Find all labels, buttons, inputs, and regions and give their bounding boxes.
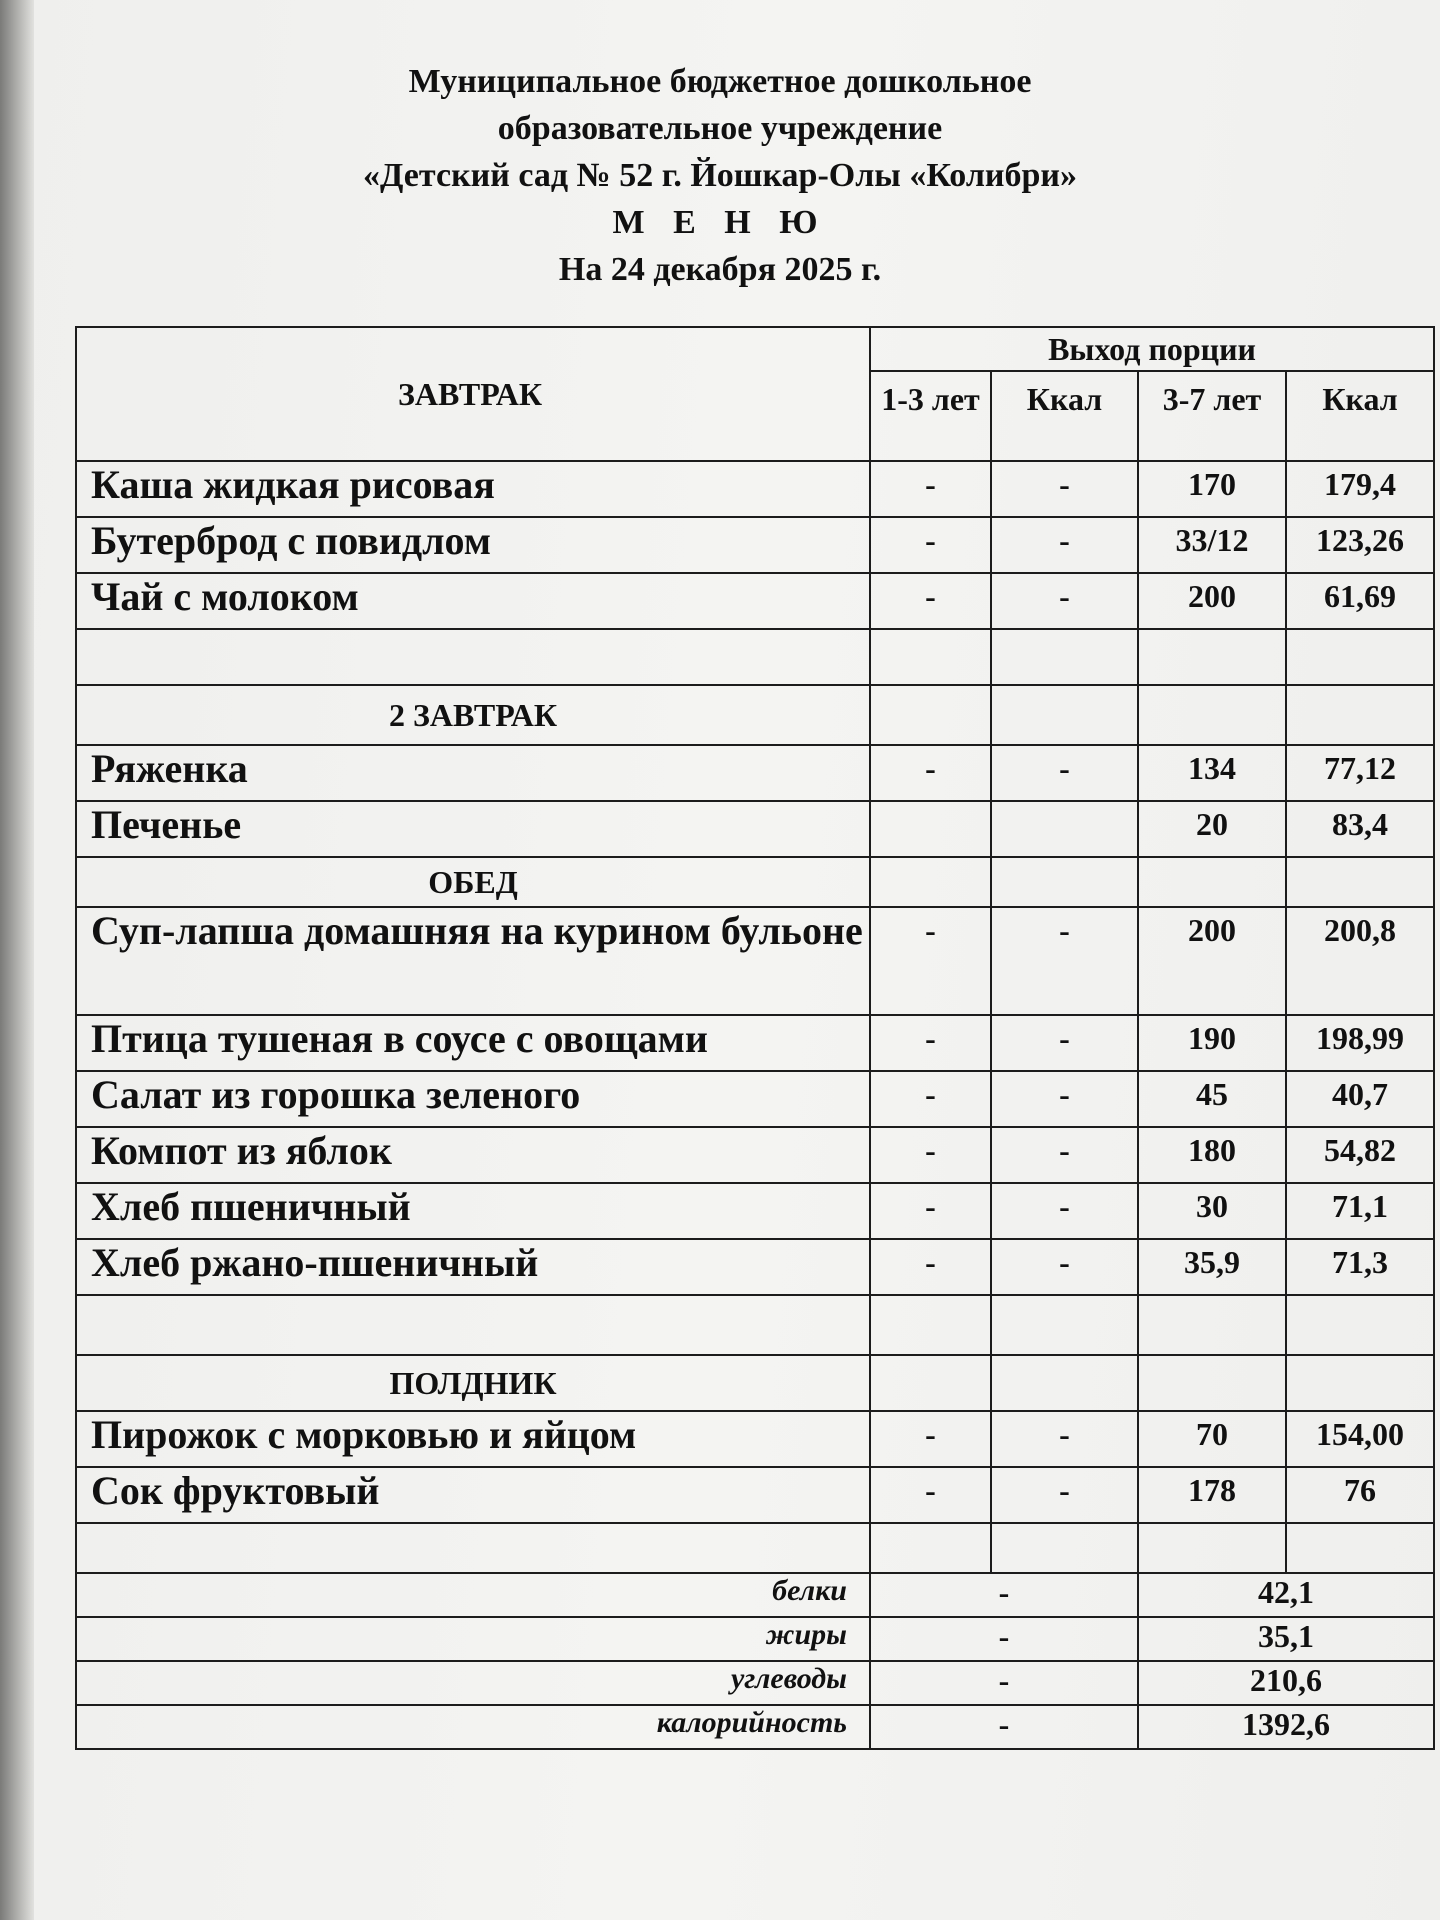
empty-cell — [1286, 1355, 1434, 1411]
empty-cell — [1138, 857, 1286, 907]
kcal-3-7: 77,12 — [1286, 745, 1434, 801]
table-row — [76, 801, 1434, 857]
kcal-3-7: 179,4 — [1286, 461, 1434, 517]
portion-3-7: 134 — [1138, 745, 1286, 801]
totals-label: калорийность — [76, 1705, 870, 1749]
empty-cell — [991, 1523, 1138, 1573]
kcal-3-7: 54,82 — [1286, 1127, 1434, 1183]
table-row — [76, 1239, 1434, 1295]
portion-3-7: 200 — [1138, 907, 1286, 1015]
col-kcal-1: Ккал — [991, 371, 1138, 461]
empty-cell — [1138, 629, 1286, 685]
col-kcal-2: Ккал — [1286, 371, 1434, 461]
totals-dash: - — [870, 1617, 1138, 1661]
menu-table — [75, 326, 1435, 1750]
empty-cell — [1286, 629, 1434, 685]
portion-1-3: - — [870, 907, 991, 1015]
portion-1-3: - — [870, 1015, 991, 1071]
empty-cell — [1138, 685, 1286, 745]
totals-row — [76, 1617, 1434, 1661]
empty-cell — [1286, 1523, 1434, 1573]
kcal-3-7: 154,00 — [1286, 1411, 1434, 1467]
portion-3-7: 190 — [1138, 1015, 1286, 1071]
empty-cell — [1286, 857, 1434, 907]
empty-cell — [76, 629, 870, 685]
empty-cell — [76, 1295, 870, 1355]
dish-name: Ряженка — [76, 745, 870, 801]
kcal-1-3: - — [991, 517, 1138, 573]
dish-name: Печенье — [76, 801, 870, 857]
portion-3-7: 33/12 — [1138, 517, 1286, 573]
totals-value: 210,6 — [1138, 1661, 1434, 1705]
empty-cell — [870, 1355, 991, 1411]
portion-1-3: - — [870, 1467, 991, 1523]
table-row — [76, 1015, 1434, 1071]
table-row — [76, 1071, 1434, 1127]
dish-name: Компот из яблок — [76, 1127, 870, 1183]
totals-row — [76, 1705, 1434, 1749]
section-second-breakfast-heading: 2 ЗАВТРАК — [76, 685, 870, 745]
totals-dash: - — [870, 1661, 1138, 1705]
totals-value: 35,1 — [1138, 1617, 1434, 1661]
dish-name: Птица тушеная в соусе с овощами — [76, 1015, 870, 1071]
empty-cell — [870, 1523, 991, 1573]
menu-date: На 24 декабря 2025 г. — [558, 251, 882, 288]
kcal-3-7: 61,69 — [1286, 573, 1434, 629]
kcal-3-7: 200,8 — [1286, 907, 1434, 1015]
portion-3-7: 70 — [1138, 1411, 1286, 1467]
table-row — [76, 1127, 1434, 1183]
portion-1-3: - — [870, 1127, 991, 1183]
kcal-1-3: - — [991, 573, 1138, 629]
empty-cell — [870, 685, 991, 745]
kcal-3-7: 198,99 — [1286, 1015, 1434, 1071]
totals-label: белки — [76, 1573, 870, 1617]
totals-dash: - — [870, 1573, 1138, 1617]
section-lunch-row — [76, 857, 1434, 907]
totals-row — [76, 1661, 1434, 1705]
kcal-3-7: 40,7 — [1286, 1071, 1434, 1127]
dish-name: Пирожок с морковью и яйцом — [76, 1411, 870, 1467]
kcal-1-3: - — [991, 1127, 1138, 1183]
col-age-1-3: 1-3 лет — [870, 371, 991, 461]
org-name-line-1: Муниципальное бюджетное дошкольное — [408, 63, 1032, 100]
dish-name: Салат из горошка зеленого — [76, 1071, 870, 1127]
empty-cell — [1138, 1295, 1286, 1355]
portion-3-7: 45 — [1138, 1071, 1286, 1127]
totals-dash: - — [870, 1705, 1138, 1749]
empty-cell — [1286, 685, 1434, 745]
section-snack-heading: ПОЛДНИК — [76, 1355, 870, 1411]
empty-cell — [991, 1295, 1138, 1355]
portion-1-3: - — [870, 1183, 991, 1239]
empty-cell — [76, 1523, 870, 1573]
kcal-1-3: - — [991, 461, 1138, 517]
dish-name: Бутерброд с повидлом — [76, 517, 870, 573]
empty-cell — [1138, 1523, 1286, 1573]
empty-row — [76, 1523, 1434, 1573]
empty-cell — [870, 857, 991, 907]
table-row — [76, 573, 1434, 629]
org-name-line-3: «Детский сад № 52 г. Йошкар-Олы «Колибри» — [362, 157, 1078, 194]
empty-cell — [1286, 1295, 1434, 1355]
kcal-1-3: - — [991, 745, 1138, 801]
portion-1-3: - — [870, 517, 991, 573]
table-header-row-1 — [76, 327, 1434, 371]
dish-name: Каша жидкая рисовая — [76, 461, 870, 517]
empty-cell — [991, 857, 1138, 907]
empty-row — [76, 1295, 1434, 1355]
totals-label: углеводы — [76, 1661, 870, 1705]
empty-cell — [870, 1295, 991, 1355]
portion-3-7: 170 — [1138, 461, 1286, 517]
table-row — [76, 517, 1434, 573]
kcal-1-3 — [991, 801, 1138, 857]
kcal-3-7: 83,4 — [1286, 801, 1434, 857]
portion-1-3: - — [870, 1239, 991, 1295]
portion-3-7: 178 — [1138, 1467, 1286, 1523]
kcal-1-3: - — [991, 907, 1138, 1015]
portion-3-7: 200 — [1138, 573, 1286, 629]
portion-1-3: - — [870, 745, 991, 801]
kcal-3-7: 71,1 — [1286, 1183, 1434, 1239]
portion-output-header: Выход порции — [870, 327, 1434, 371]
empty-cell — [870, 629, 991, 685]
totals-value: 1392,6 — [1138, 1705, 1434, 1749]
portion-3-7: 35,9 — [1138, 1239, 1286, 1295]
portion-3-7: 180 — [1138, 1127, 1286, 1183]
portion-1-3: - — [870, 1071, 991, 1127]
kcal-3-7: 76 — [1286, 1467, 1434, 1523]
totals-label: жиры — [76, 1617, 870, 1661]
kcal-1-3: - — [991, 1411, 1138, 1467]
section-second-breakfast-row — [76, 685, 1434, 745]
table-row — [76, 907, 1434, 1015]
kcal-3-7: 71,3 — [1286, 1239, 1434, 1295]
portion-3-7: 20 — [1138, 801, 1286, 857]
kcal-3-7: 123,26 — [1286, 517, 1434, 573]
menu-title: М Е Н Ю — [612, 204, 828, 241]
section-snack-row — [76, 1355, 1434, 1411]
portion-1-3: - — [870, 461, 991, 517]
portion-3-7: 30 — [1138, 1183, 1286, 1239]
section-lunch-heading: ОБЕД — [76, 857, 870, 907]
empty-cell — [991, 1355, 1138, 1411]
dish-name: Хлеб пшеничный — [76, 1183, 870, 1239]
dish-name: Чай с молоком — [76, 573, 870, 629]
totals-value: 42,1 — [1138, 1573, 1434, 1617]
kcal-1-3: - — [991, 1071, 1138, 1127]
section-breakfast-heading: ЗАВТРАК — [76, 327, 870, 461]
dish-name: Суп-лапша домашняя на курином бульоне — [76, 907, 870, 1015]
portion-1-3: - — [870, 1411, 991, 1467]
portion-1-3 — [870, 801, 991, 857]
kcal-1-3: - — [991, 1239, 1138, 1295]
empty-row — [76, 629, 1434, 685]
document-header — [0, 58, 1440, 293]
table-row — [76, 1183, 1434, 1239]
empty-cell — [1138, 1355, 1286, 1411]
empty-cell — [991, 629, 1138, 685]
table-row — [76, 1467, 1434, 1523]
totals-row — [76, 1573, 1434, 1617]
kcal-1-3: - — [991, 1183, 1138, 1239]
dish-name: Хлеб ржано-пшеничный — [76, 1239, 870, 1295]
dish-name: Сок фруктовый — [76, 1467, 870, 1523]
empty-cell — [991, 685, 1138, 745]
table-row — [76, 1411, 1434, 1467]
table-row — [76, 745, 1434, 801]
portion-1-3: - — [870, 573, 991, 629]
kcal-1-3: - — [991, 1015, 1138, 1071]
table-row — [76, 461, 1434, 517]
kcal-1-3: - — [991, 1467, 1138, 1523]
col-age-3-7: 3-7 лет — [1138, 371, 1286, 461]
org-name-line-2: образовательное учреждение — [497, 110, 943, 147]
